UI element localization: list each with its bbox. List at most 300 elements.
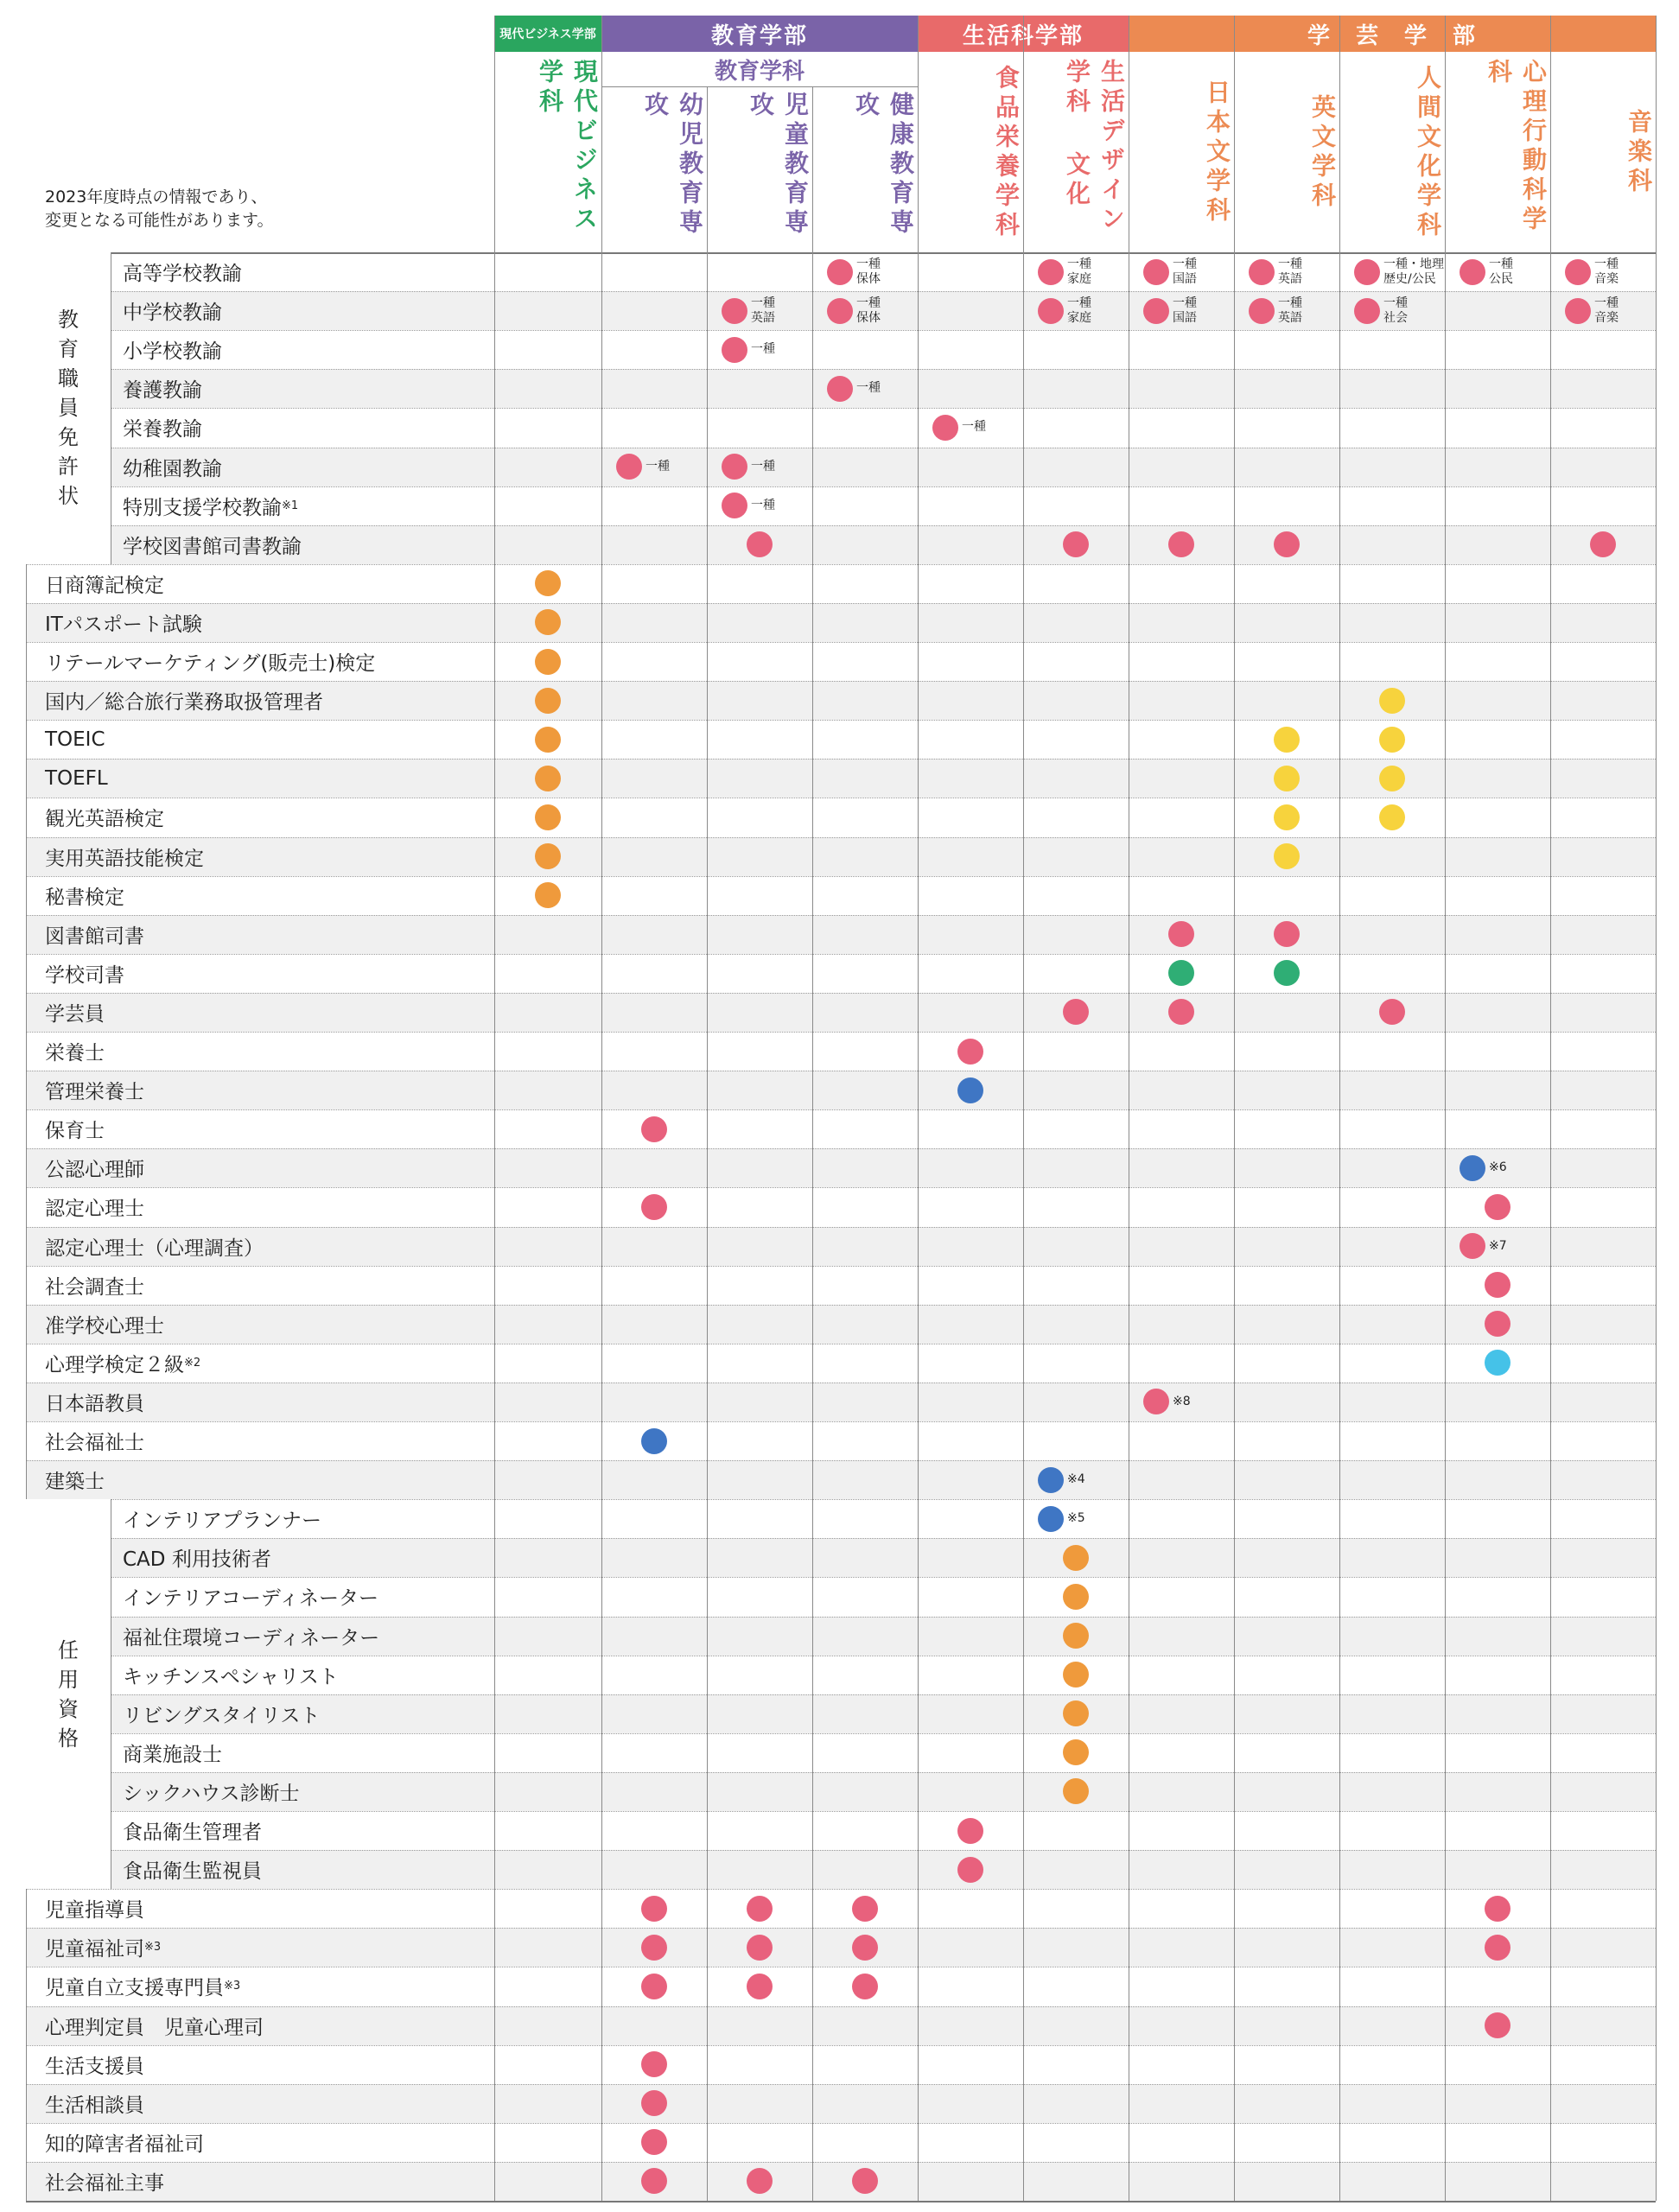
- row-divider: [26, 1187, 1656, 1188]
- row-label-text: 生活支援員: [45, 2055, 144, 2078]
- dot-caption-line: 一種: [751, 296, 775, 310]
- group-label-char: 用: [58, 1667, 79, 1692]
- group-label-char: 状: [58, 484, 79, 509]
- table-bottom-border: [26, 2201, 1656, 2202]
- column-divider: [601, 16, 602, 2201]
- row-label-text: 福祉住環境コーディネーター: [123, 1626, 380, 1649]
- row-label: [123, 1850, 262, 1889]
- column-header: 児童教育専攻: [747, 92, 810, 238]
- dot-caption-line: 一種: [856, 257, 881, 271]
- qualification-dot: [1168, 960, 1194, 986]
- qualification-dot: [535, 843, 561, 869]
- row-label-text: 幼稚園教諭: [123, 457, 222, 480]
- row-label: [45, 564, 164, 603]
- row-label: [45, 681, 323, 720]
- qualification-dot: [827, 259, 853, 285]
- dot-caption-line: 歴史/公民: [1383, 271, 1436, 286]
- row-label: [45, 642, 375, 681]
- column-header: 心理行動科学科: [1485, 59, 1548, 235]
- qualification-dot: [1565, 259, 1591, 285]
- row-label-text: 特別支援学校教諭: [123, 496, 282, 519]
- dot-caption: [1278, 257, 1302, 287]
- dot-caption: [1489, 1239, 1507, 1254]
- group-label-char: 育: [58, 337, 79, 362]
- row-label-text: 日商簿記検定: [45, 574, 164, 597]
- column-header: 人間文化学科: [1414, 65, 1442, 241]
- table-top-border: [26, 252, 1656, 254]
- dot-caption-line: 一種: [1489, 257, 1513, 271]
- row-label-text: 日本語教員: [45, 1392, 144, 1415]
- dot-caption-line: 国語: [1173, 310, 1197, 325]
- qualification-dot: [1379, 766, 1405, 791]
- dot-caption-line: ※8: [1173, 1394, 1191, 1408]
- row-label-text: 小学校教諭: [123, 340, 222, 364]
- row-label-text: 社会福祉士: [45, 1432, 144, 1455]
- dot-caption: [962, 420, 986, 435]
- qualification-dot: [1063, 1623, 1089, 1649]
- qualification-dot: [957, 1039, 983, 1065]
- qualification-dot: [535, 882, 561, 908]
- row-background: [26, 1148, 1656, 1187]
- row-label: [45, 1032, 105, 1071]
- row-label: [45, 720, 105, 759]
- row-divider: [26, 759, 1656, 760]
- qualification-dot: [1379, 727, 1405, 753]
- row-label-text: ITパスポート試験: [45, 613, 202, 636]
- row-background: [26, 448, 1656, 486]
- row-label-text: 保育士: [45, 1120, 105, 1143]
- qualification-dot: [1460, 1233, 1485, 1259]
- row-label: [45, 1421, 144, 1460]
- row-label-text: 心理学検定２級: [45, 1353, 184, 1376]
- column-header: 現代ビジネス学科: [536, 59, 599, 235]
- row-label-text: 認定心理士（心理調査）: [45, 1236, 264, 1260]
- qualification-dot: [957, 1077, 983, 1103]
- group-label-char: 教: [58, 308, 79, 333]
- row-label: [45, 1071, 144, 1109]
- dot-caption: [1489, 1160, 1507, 1175]
- row-label: [45, 993, 105, 1032]
- dot-caption-line: 一種: [856, 296, 881, 310]
- dot-caption-line: 一種・地理: [1383, 257, 1444, 271]
- group-label-char: 員: [58, 396, 79, 421]
- row-divider: [111, 369, 1656, 370]
- row-label-text: 社会調査士: [45, 1275, 144, 1299]
- dot-caption-line: 家庭: [1067, 310, 1091, 325]
- row-label: [45, 759, 108, 798]
- qualification-dot: [1485, 1896, 1510, 1922]
- row-divider: [111, 1850, 1656, 1851]
- qualification-dot: [957, 1818, 983, 1844]
- row-label: [123, 408, 202, 447]
- row-background: [26, 603, 1656, 642]
- dot-caption-line: 一種: [1173, 257, 1197, 271]
- qualification-dot: [641, 1935, 667, 1961]
- row-label: [45, 1460, 105, 1499]
- row-label-text: 学校司書: [45, 963, 124, 987]
- dot-caption: [1278, 296, 1302, 326]
- row-label-text: 栄養士: [45, 1042, 105, 1065]
- qualification-dot: [1038, 1467, 1064, 1493]
- row-divider: [111, 330, 1656, 331]
- dot-caption-line: ※7: [1489, 1238, 1507, 1253]
- row-label-text: 管理栄養士: [45, 1081, 144, 1104]
- qualification-dot: [747, 1896, 773, 1922]
- qualification-dot: [1565, 298, 1591, 324]
- row-label-text: インテリアコーディネーター: [123, 1587, 379, 1611]
- note-line-1: 2023年度時点の情報であり、: [45, 188, 268, 207]
- row-background: [26, 1382, 1656, 1421]
- column-header: 健康教育専攻: [852, 92, 915, 238]
- qualification-dot: [852, 1974, 878, 1999]
- qualification-dot: [1143, 259, 1169, 285]
- qualification-dot: [1354, 298, 1380, 324]
- row-label-text: 図書館司書: [45, 925, 144, 948]
- dot-caption-line: 一種: [751, 459, 775, 474]
- qualification-dot: [722, 298, 747, 324]
- dot-caption-line: 一種: [1594, 257, 1619, 271]
- qualification-dot: [1038, 298, 1064, 324]
- row-background: [26, 993, 1656, 1032]
- row-label-text: TOEIC: [45, 728, 105, 751]
- dot-caption-line: 英語: [1278, 310, 1302, 325]
- row-label-text: 建築士: [45, 1471, 105, 1494]
- row-label: [45, 915, 144, 954]
- column-divider: [1023, 16, 1024, 2201]
- qualification-dot: [1485, 2012, 1510, 2038]
- qualification-dot: [932, 415, 958, 441]
- dot-caption: [751, 460, 775, 474]
- qualification-dot: [1038, 1506, 1064, 1532]
- dot-caption: [856, 381, 881, 396]
- qualification-dot: [747, 1935, 773, 1961]
- dot-caption: [1383, 296, 1408, 326]
- footnote-marker: ※1: [282, 499, 299, 512]
- column-divider: [812, 86, 813, 2201]
- row-divider: [26, 603, 1656, 604]
- row-background: [26, 2084, 1656, 2123]
- row-divider: [26, 993, 1656, 994]
- row-divider: [26, 1032, 1656, 1033]
- row-label: [123, 369, 202, 408]
- row-divider: [26, 2045, 1656, 2046]
- dot-caption-line: 家庭: [1067, 271, 1091, 286]
- row-label: [45, 1266, 144, 1305]
- qualification-dot: [641, 1194, 667, 1220]
- row-divider: [26, 1889, 1656, 1890]
- row-label: [123, 1772, 299, 1811]
- row-label-text: 食品衛生監視員: [123, 1860, 262, 1884]
- row-background: [26, 1928, 1656, 1967]
- dot-caption: [1067, 257, 1091, 287]
- row-label: [45, 798, 164, 836]
- column-header: 生活デザイン学科 文化: [1063, 59, 1126, 235]
- qualification-dot: [1354, 259, 1380, 285]
- row-label-text: 学校図書館司書教諭: [123, 535, 302, 558]
- group-label-char: 任: [58, 1637, 79, 1662]
- row-label-text: 高等学校教諭: [123, 263, 242, 286]
- dot-caption: [1067, 296, 1091, 326]
- note-line-2: 変更となる可能性があります。: [45, 211, 274, 230]
- column-divider: [1445, 16, 1446, 2201]
- dot-caption-line: 一種: [646, 459, 670, 474]
- row-label: [45, 603, 202, 642]
- qualification-dot: [535, 727, 561, 753]
- qualification-dot: [722, 454, 747, 480]
- row-background: [26, 1460, 1656, 1499]
- dot-caption-line: 音楽: [1594, 310, 1619, 325]
- row-divider: [111, 408, 1656, 409]
- dot-caption-line: 国語: [1173, 271, 1197, 286]
- qualification-dot: [1063, 1739, 1089, 1765]
- row-divider: [26, 1305, 1656, 1306]
- dot-caption-line: 保体: [856, 271, 881, 286]
- qualification-dot: [747, 1974, 773, 1999]
- qualification-dot: [722, 493, 747, 518]
- qualification-dot: [535, 570, 561, 596]
- dot-caption-line: 音楽: [1594, 271, 1619, 286]
- qualification-dot: [852, 1935, 878, 1961]
- qualification-dot: [957, 1857, 983, 1883]
- row-divider: [111, 525, 1656, 526]
- column-divider: [494, 16, 495, 2201]
- row-divider: [111, 486, 1656, 487]
- qualification-dot: [616, 454, 642, 480]
- row-label: [45, 1889, 144, 1928]
- row-label: [123, 291, 222, 330]
- row-label-text: リテールマーケティング(販売士)検定: [45, 652, 376, 676]
- row-label: [45, 1109, 105, 1148]
- row-label: [45, 2084, 144, 2123]
- department-subheader: 教育学科: [714, 58, 805, 85]
- qualification-dot: [535, 804, 561, 830]
- qualification-dot: [1379, 804, 1405, 830]
- row-label: [45, 954, 124, 993]
- row-label-text: 児童自立支援専門員: [45, 1977, 224, 2000]
- row-divider: [26, 954, 1656, 955]
- qualification-dot: [1038, 259, 1064, 285]
- dot-caption: [1173, 296, 1197, 326]
- row-label-text: 知的障害者福祉司: [45, 2133, 204, 2156]
- dot-caption: [751, 499, 775, 513]
- row-divider: [26, 2162, 1656, 2163]
- row-label-text: 心理判定員 児童心理司: [45, 2016, 264, 2039]
- qualification-dot: [1485, 1350, 1510, 1376]
- dot-caption-line: 一種: [1173, 296, 1197, 310]
- qualification-dot: [535, 688, 561, 714]
- dot-caption: [751, 342, 775, 357]
- row-label: [45, 1344, 200, 1382]
- qualification-dot: [1274, 843, 1300, 869]
- faculty-header: 現代ビジネス学部: [494, 16, 601, 52]
- row-divider: [26, 1266, 1656, 1267]
- row-background: [26, 1850, 1656, 1889]
- row-label: [45, 1148, 144, 1187]
- dot-caption-line: 英語: [751, 310, 775, 325]
- row-label: [123, 1577, 378, 1616]
- qualification-dot: [1063, 1662, 1089, 1688]
- dot-caption-line: 社会: [1383, 310, 1408, 325]
- row-label: [123, 252, 242, 291]
- row-label-text: CAD 利用技術者: [123, 1548, 271, 1572]
- dot-caption: [1594, 296, 1619, 326]
- row-label: [123, 1617, 379, 1656]
- footnote-marker: ※3: [144, 1941, 162, 1955]
- dot-caption-line: 保体: [856, 310, 881, 325]
- dot-caption-line: ※5: [1067, 1511, 1085, 1526]
- row-label: [45, 837, 204, 876]
- row-label: [45, 2162, 164, 2201]
- dot-caption-line: 一種: [1067, 257, 1091, 271]
- row-label-text: 実用英語技能検定: [45, 847, 204, 870]
- qualification-dot: [641, 1428, 667, 1454]
- row-label: [45, 1305, 164, 1344]
- qualification-dot: [852, 1896, 878, 1922]
- qualification-dot: [1063, 1545, 1089, 1571]
- row-label-text: 公認心理師: [45, 1159, 144, 1182]
- row-divider: [26, 1928, 1656, 1929]
- row-background: [26, 837, 1656, 876]
- row-background: [26, 1071, 1656, 1109]
- faculty-header: 生活科学部: [918, 16, 1129, 52]
- faculty-header: 学 芸 学 部: [1129, 16, 1656, 52]
- row-label-text: 商業施設士: [123, 1743, 222, 1766]
- dot-caption-line: ※6: [1489, 1160, 1507, 1175]
- qualification-dot: [1274, 960, 1300, 986]
- column-divider: [1550, 16, 1551, 2201]
- subheader-divider: [601, 86, 918, 87]
- dot-caption: [856, 257, 881, 287]
- row-label: [45, 1227, 264, 1266]
- row-label: [45, 2006, 264, 2045]
- row-label: [45, 2123, 204, 2162]
- row-background: [26, 915, 1656, 954]
- qualification-dot: [1274, 727, 1300, 753]
- row-label-text: 栄養教諭: [123, 418, 202, 442]
- row-divider: [111, 1694, 1656, 1695]
- column-divider: [1339, 16, 1340, 2201]
- row-label: [123, 1656, 339, 1694]
- qualification-dot: [1379, 688, 1405, 714]
- row-divider: [26, 837, 1656, 838]
- row-label-text: 養護教諭: [123, 379, 202, 403]
- group-label: [26, 1499, 111, 1889]
- qualification-dot: [1485, 1935, 1510, 1961]
- row-divider: [26, 915, 1656, 916]
- qualification-dot: [1274, 804, 1300, 830]
- row-label: [123, 1538, 271, 1577]
- dot-caption-line: 公民: [1489, 271, 1513, 286]
- row-label: [123, 525, 302, 564]
- qualification-dot: [827, 298, 853, 324]
- group-label-char: 格: [58, 1726, 79, 1751]
- row-label-text: 生活相談員: [45, 2094, 144, 2117]
- row-background: [26, 2162, 1656, 2201]
- row-divider: [111, 1811, 1656, 1812]
- row-label-text: 児童福祉司: [45, 1938, 144, 1961]
- row-label: [123, 1694, 320, 1733]
- qualification-dot: [535, 649, 561, 675]
- dot-caption: [1383, 257, 1444, 287]
- group-label: [26, 252, 111, 564]
- column-header: 食品栄養学科: [992, 65, 1021, 241]
- qualification-dot: [641, 1116, 667, 1142]
- row-background: [26, 1227, 1656, 1266]
- row-label-text: 認定心理士: [45, 1198, 144, 1221]
- row-divider: [26, 1460, 1656, 1461]
- row-divider: [26, 1227, 1656, 1228]
- row-divider: [26, 1382, 1656, 1383]
- dot-caption: [1067, 1511, 1085, 1526]
- dot-caption: [646, 460, 670, 474]
- row-label-text: シックハウス診断士: [123, 1782, 300, 1805]
- dot-caption-line: 一種: [1278, 257, 1302, 271]
- dot-caption-line: 一種: [1383, 296, 1408, 310]
- row-label-text: インテリアプランナー: [123, 1510, 321, 1533]
- qualification-dot: [641, 1896, 667, 1922]
- group-label-char: 資: [58, 1696, 79, 1721]
- row-divider: [26, 564, 1656, 565]
- qualification-dot: [641, 1974, 667, 1999]
- dot-caption-line: 一種: [1067, 296, 1091, 310]
- row-divider: [111, 1538, 1656, 1539]
- qualification-dot: [827, 376, 853, 402]
- dot-caption-line: 一種: [856, 381, 881, 396]
- row-divider: [26, 1421, 1656, 1422]
- row-label: [45, 1382, 144, 1421]
- qualification-dot: [535, 766, 561, 791]
- group-label-char: 免: [58, 425, 79, 450]
- qualification-dot: [1249, 298, 1275, 324]
- right-border: [1656, 16, 1657, 2201]
- group-label-char: 職: [58, 366, 79, 391]
- row-label-text: リビングスタイリスト: [123, 1704, 321, 1727]
- dot-caption-line: 英語: [1278, 271, 1302, 286]
- row-label: [123, 1811, 262, 1850]
- row-label: [45, 1187, 144, 1226]
- row-label-text: キッチンスペシャリスト: [123, 1665, 339, 1688]
- row-divider: [26, 2084, 1656, 2085]
- row-label-text: 秘書検定: [45, 886, 124, 909]
- column-divider: [1234, 16, 1235, 2201]
- qualification-dot: [1249, 259, 1275, 285]
- row-divider: [26, 1109, 1656, 1110]
- row-background: [26, 759, 1656, 798]
- faculty-header: 教育学部: [601, 16, 918, 52]
- row-label-text: 国内／総合旅行業務取扱管理者: [45, 691, 323, 715]
- row-divider: [26, 2123, 1656, 2124]
- dot-caption: [1173, 1395, 1191, 1409]
- column-header: 英文学科: [1308, 94, 1337, 212]
- qualification-dot: [1485, 1194, 1510, 1220]
- qualification-dot: [722, 337, 747, 363]
- row-label: [123, 486, 298, 525]
- row-label: [123, 1499, 321, 1538]
- row-label-text: 学芸員: [45, 1002, 105, 1026]
- row-label-text: 食品衛生管理者: [123, 1821, 262, 1845]
- column-divider: [707, 86, 708, 2201]
- column-divider: [918, 16, 919, 2201]
- qualification-dot: [1460, 1155, 1485, 1181]
- row-label-text: 社会福祉主事: [45, 2171, 164, 2195]
- row-label: [45, 2045, 144, 2084]
- row-divider: [26, 720, 1656, 721]
- row-label: [45, 876, 124, 915]
- dot-caption-line: 一種: [751, 498, 775, 512]
- qualification-dot: [1063, 1584, 1089, 1610]
- row-divider: [111, 1733, 1656, 1734]
- dot-caption: [1489, 257, 1513, 287]
